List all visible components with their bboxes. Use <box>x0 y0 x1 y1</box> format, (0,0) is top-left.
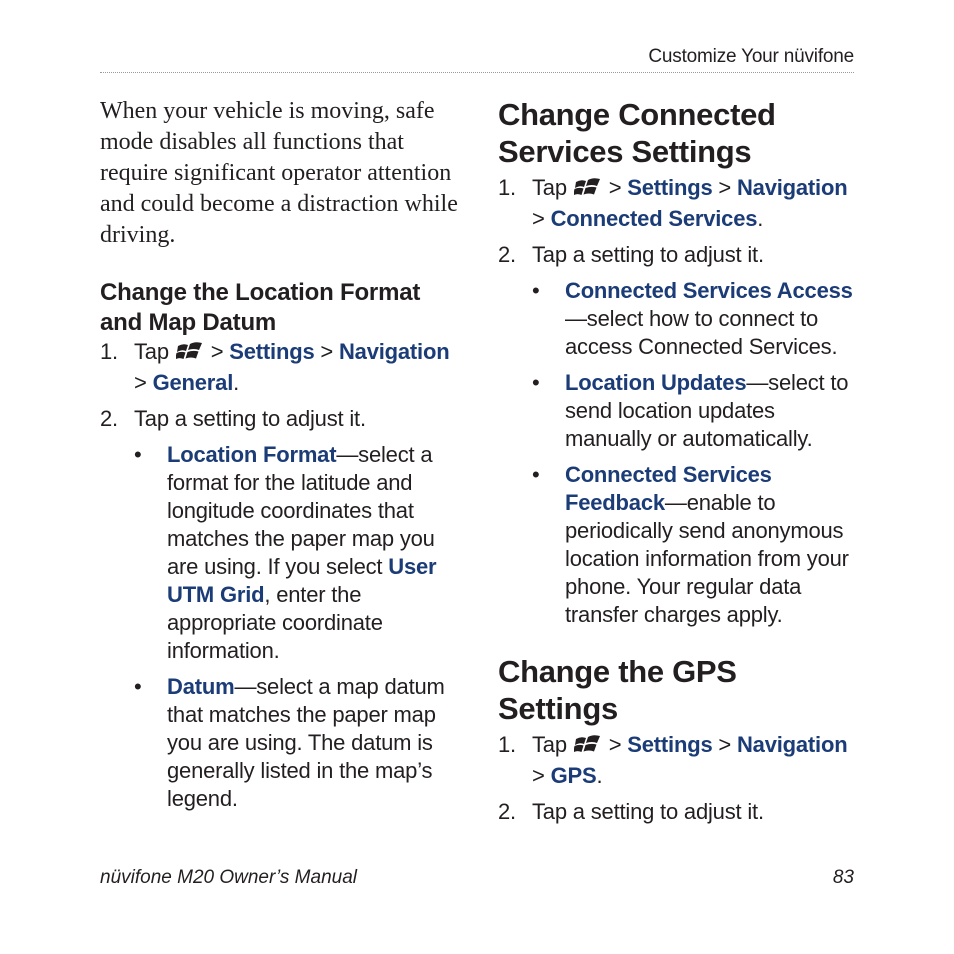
right-column <box>498 96 858 826</box>
separator: > <box>608 175 622 200</box>
navigation-link: Navigation <box>736 175 848 200</box>
step-number: 2. <box>498 242 516 267</box>
bullet-dot: • <box>532 278 540 303</box>
settings-link: Settings <box>229 339 315 364</box>
period: . <box>596 763 603 788</box>
step-number: 1. <box>498 732 516 757</box>
separator: > <box>608 732 622 757</box>
windows-start-icon <box>176 340 204 369</box>
bullet-cs-access <box>498 277 858 361</box>
location-updates-term: Location Updates <box>565 370 747 395</box>
location-format-desc: —select a format for the latitude and longitude coordinates that matches the paper map you are using. If you select <box>167 442 435 579</box>
datum-desc: —select a map datum that matches the paper map you are using. The datum is generally listed in the map’s legend. <box>167 674 445 811</box>
separator: > <box>718 732 732 757</box>
bullet-location-updates <box>498 369 858 453</box>
gps-link: GPS <box>550 763 597 788</box>
bullet-dot: • <box>134 674 142 699</box>
separator: > <box>210 339 224 364</box>
location-format-subheading: Change the Location Format and Map Datum <box>100 279 421 336</box>
cs-access-desc: —select how to connect to access Connected Services. <box>565 306 838 359</box>
step-number: 2. <box>100 406 118 431</box>
separator: > <box>320 339 334 364</box>
cs-step-2 <box>498 241 858 269</box>
location-format-term: Location Format <box>167 442 337 467</box>
general-link: General <box>152 370 234 395</box>
bullet-cs-feedback <box>498 461 858 629</box>
separator: > <box>532 763 545 788</box>
intro-paragraph: When your vehicle is moving, safe mode disables all functions that require significant operator attention and could become a distraction while driving. <box>100 98 458 248</box>
tap-label: Tap <box>532 175 567 200</box>
page-number: 83 <box>832 867 854 888</box>
bullet-location-format <box>100 441 460 665</box>
settings-link: Settings <box>627 732 713 757</box>
bullet-dot: • <box>532 462 540 487</box>
windows-start-icon <box>574 176 602 205</box>
section-title: Customize Your nüvifone <box>648 46 854 67</box>
manual-title: nüvifone M20 Owner’s Manual <box>100 867 357 888</box>
step-number: 1. <box>100 339 118 364</box>
left-column <box>100 96 460 813</box>
user-utm-grid-desc: , enter the appropriate coordinate information. <box>167 582 383 663</box>
period: . <box>757 206 764 231</box>
settings-link: Settings <box>627 175 713 200</box>
cs-access-term: Connected Services Access <box>565 278 853 303</box>
step-text: Tap a setting to adjust it. <box>134 406 366 431</box>
gps-step-1 <box>498 731 858 790</box>
datum-term: Datum <box>167 674 235 699</box>
step-number: 2. <box>498 799 516 824</box>
cs-step-1 <box>498 174 858 233</box>
period: . <box>233 370 240 395</box>
navigation-link: Navigation <box>736 732 848 757</box>
step-text: Tap a setting to adjust it. <box>532 242 764 267</box>
cs-feedback-desc: —enable to periodically send anonymous location information from your phone. Your regular data transfer charges apply. <box>565 490 849 627</box>
separator: > <box>134 370 147 395</box>
location-updates-desc: —select to send location updates manually or automatically. <box>565 370 849 451</box>
cs-feedback-term: Connected Services Feedback <box>565 462 772 515</box>
gps-step-2 <box>498 798 858 826</box>
bullet-dot: • <box>532 370 540 395</box>
navigation-link: Navigation <box>338 339 450 364</box>
gps-heading: Change the GPS Settings <box>498 654 737 726</box>
step-text: Tap a setting to adjust it. <box>532 799 764 824</box>
separator: > <box>718 175 732 200</box>
bullet-datum <box>100 673 460 813</box>
tap-label: Tap <box>532 732 567 757</box>
connected-services-heading: Change Connected Services Settings <box>498 97 776 169</box>
step-number: 1. <box>498 175 516 200</box>
page-header <box>100 46 854 73</box>
step-2 <box>100 405 460 433</box>
step-1 <box>100 338 460 397</box>
user-utm-grid-term: User UTM Grid <box>167 554 437 607</box>
separator: > <box>532 206 545 231</box>
connected-services-link: Connected Services <box>550 206 758 231</box>
windows-start-icon <box>574 733 602 762</box>
bullet-dot: • <box>134 442 142 467</box>
tap-label: Tap <box>134 339 169 364</box>
